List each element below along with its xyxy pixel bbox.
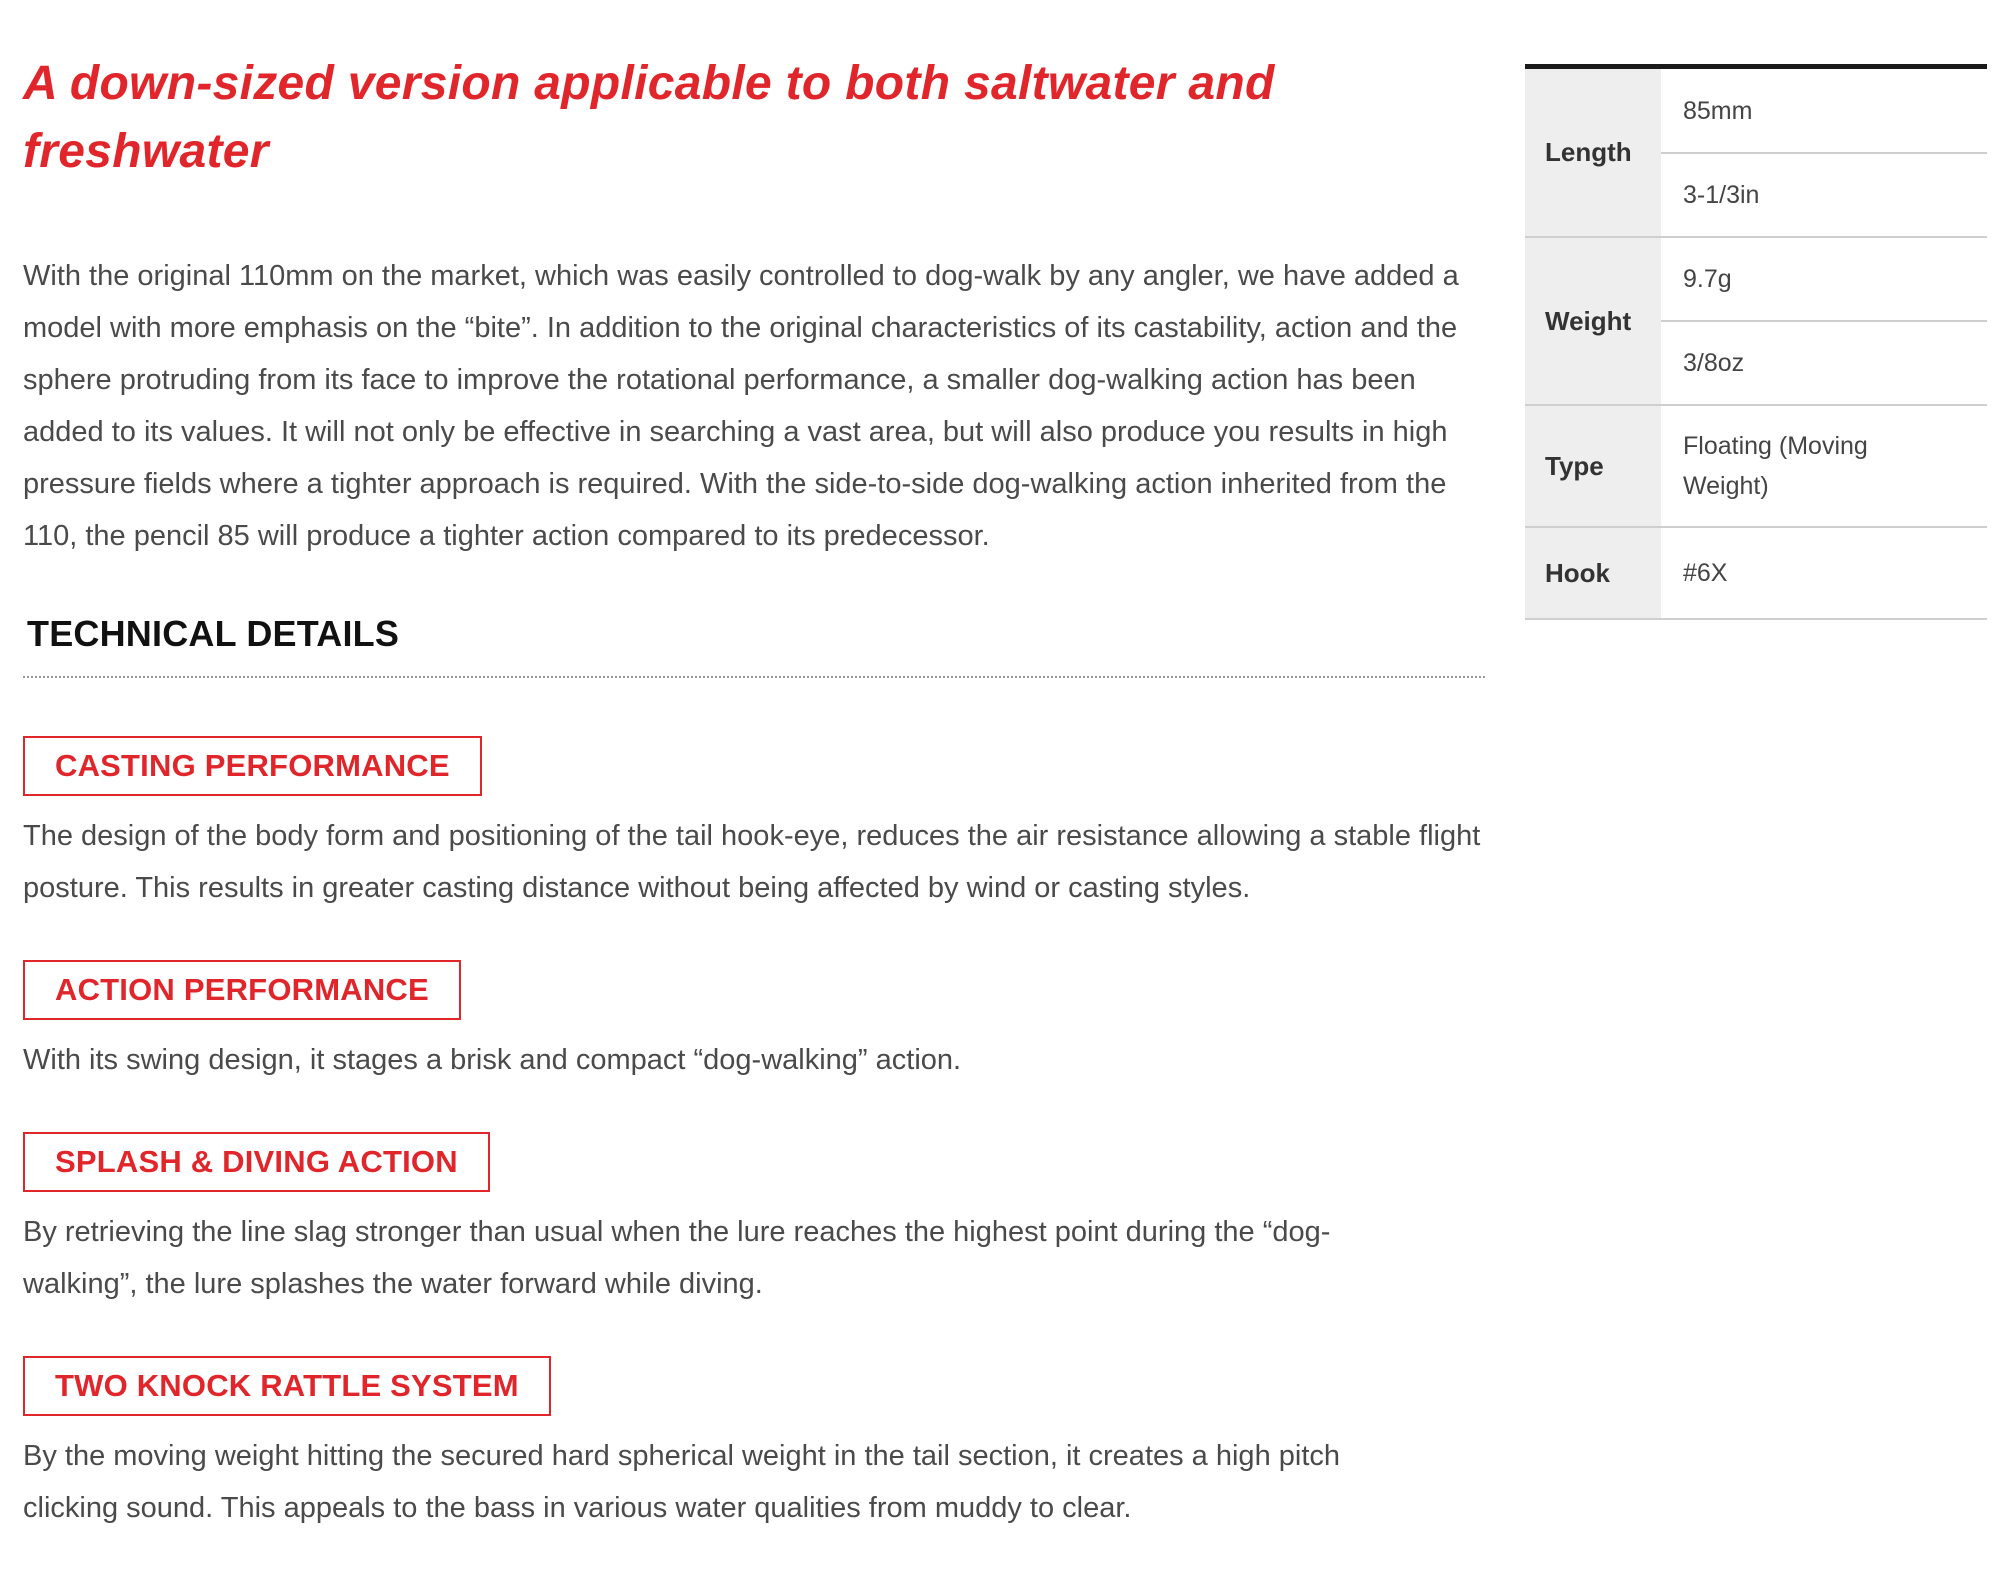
- spec-value-type: Floating (Moving Weight): [1661, 405, 1987, 527]
- technical-details-heading: TECHNICAL DETAILS: [27, 613, 400, 654]
- spec-value-weight-oz: 3/8oz: [1661, 321, 1987, 405]
- spec-row-hook: [1525, 527, 1987, 619]
- intro-paragraph: With the original 110mm on the market, which was easily controlled to dog-walk by any angler, we have added a model with more emphasis on the “bite”. In addition to the original characteristics of its castability, action and the sphere protruding from its face to improve the rotational performance, a smaller dog-walking action has been added to its values. It will not only be effective in searching a vast area, but will also produce you results in high pressure fields where a tighter approach is required. With the side-to-side dog-walking action inherited from the 110, the pencil 85 will produce a tighter action compared to its predecessor.: [23, 260, 1459, 552]
- spec-table-container: [1525, 64, 1987, 620]
- feature-title-badge: SPLASH & DIVING ACTION: [23, 1132, 490, 1192]
- feature-title-badge: CASTING PERFORMANCE: [23, 736, 482, 796]
- feature-description: The design of the body form and positioning of the tail hook-eye, reduces the air resistance allowing a stable flight posture. This results in greater casting distance without being affected by wind or casting styles.: [23, 820, 1481, 904]
- spec-label-type: Type: [1525, 405, 1661, 527]
- page-headline: A down-sized version applicable to both saltwater and freshwater: [23, 57, 1275, 178]
- feature-two-knock-rattle-system: [23, 1356, 1485, 1534]
- feature-description: With its swing design, it stages a brisk and compact “dog-walking” action.: [23, 1044, 962, 1076]
- feature-splash-diving-action: [23, 1132, 1485, 1310]
- spec-value-hook: #6X: [1661, 527, 1987, 619]
- spec-row-type: [1525, 405, 1987, 527]
- feature-action-performance: [23, 960, 1485, 1086]
- spec-value-length-mm: 85mm: [1661, 69, 1987, 153]
- feature-title-badge: ACTION PERFORMANCE: [23, 960, 461, 1020]
- feature-casting-performance: [23, 736, 1485, 914]
- feature-description: By retrieving the line slag stronger than usual when the lure reaches the highest point during the “dog-walking”, the lure splashes the water forward while diving.: [23, 1216, 1331, 1300]
- spec-label-length: Length: [1525, 69, 1661, 237]
- section-divider: [23, 676, 1485, 678]
- spec-label-weight: Weight: [1525, 237, 1661, 405]
- spec-value-length-in: 3-1/3in: [1661, 153, 1987, 237]
- main-content: [23, 50, 1485, 1534]
- spec-label-hook: Hook: [1525, 527, 1661, 619]
- feature-description: By the moving weight hitting the secured hard spherical weight in the tail section, it creates a high pitch clicking sound. This appeals to the bass in various water qualities from muddy to clear.: [23, 1440, 1341, 1524]
- spec-row-weight-1: [1525, 237, 1987, 321]
- feature-title-badge: TWO KNOCK RATTLE SYSTEM: [23, 1356, 551, 1416]
- spec-row-length-1: [1525, 69, 1987, 153]
- spec-value-weight-g: 9.7g: [1661, 237, 1987, 321]
- spec-table: [1525, 69, 1987, 620]
